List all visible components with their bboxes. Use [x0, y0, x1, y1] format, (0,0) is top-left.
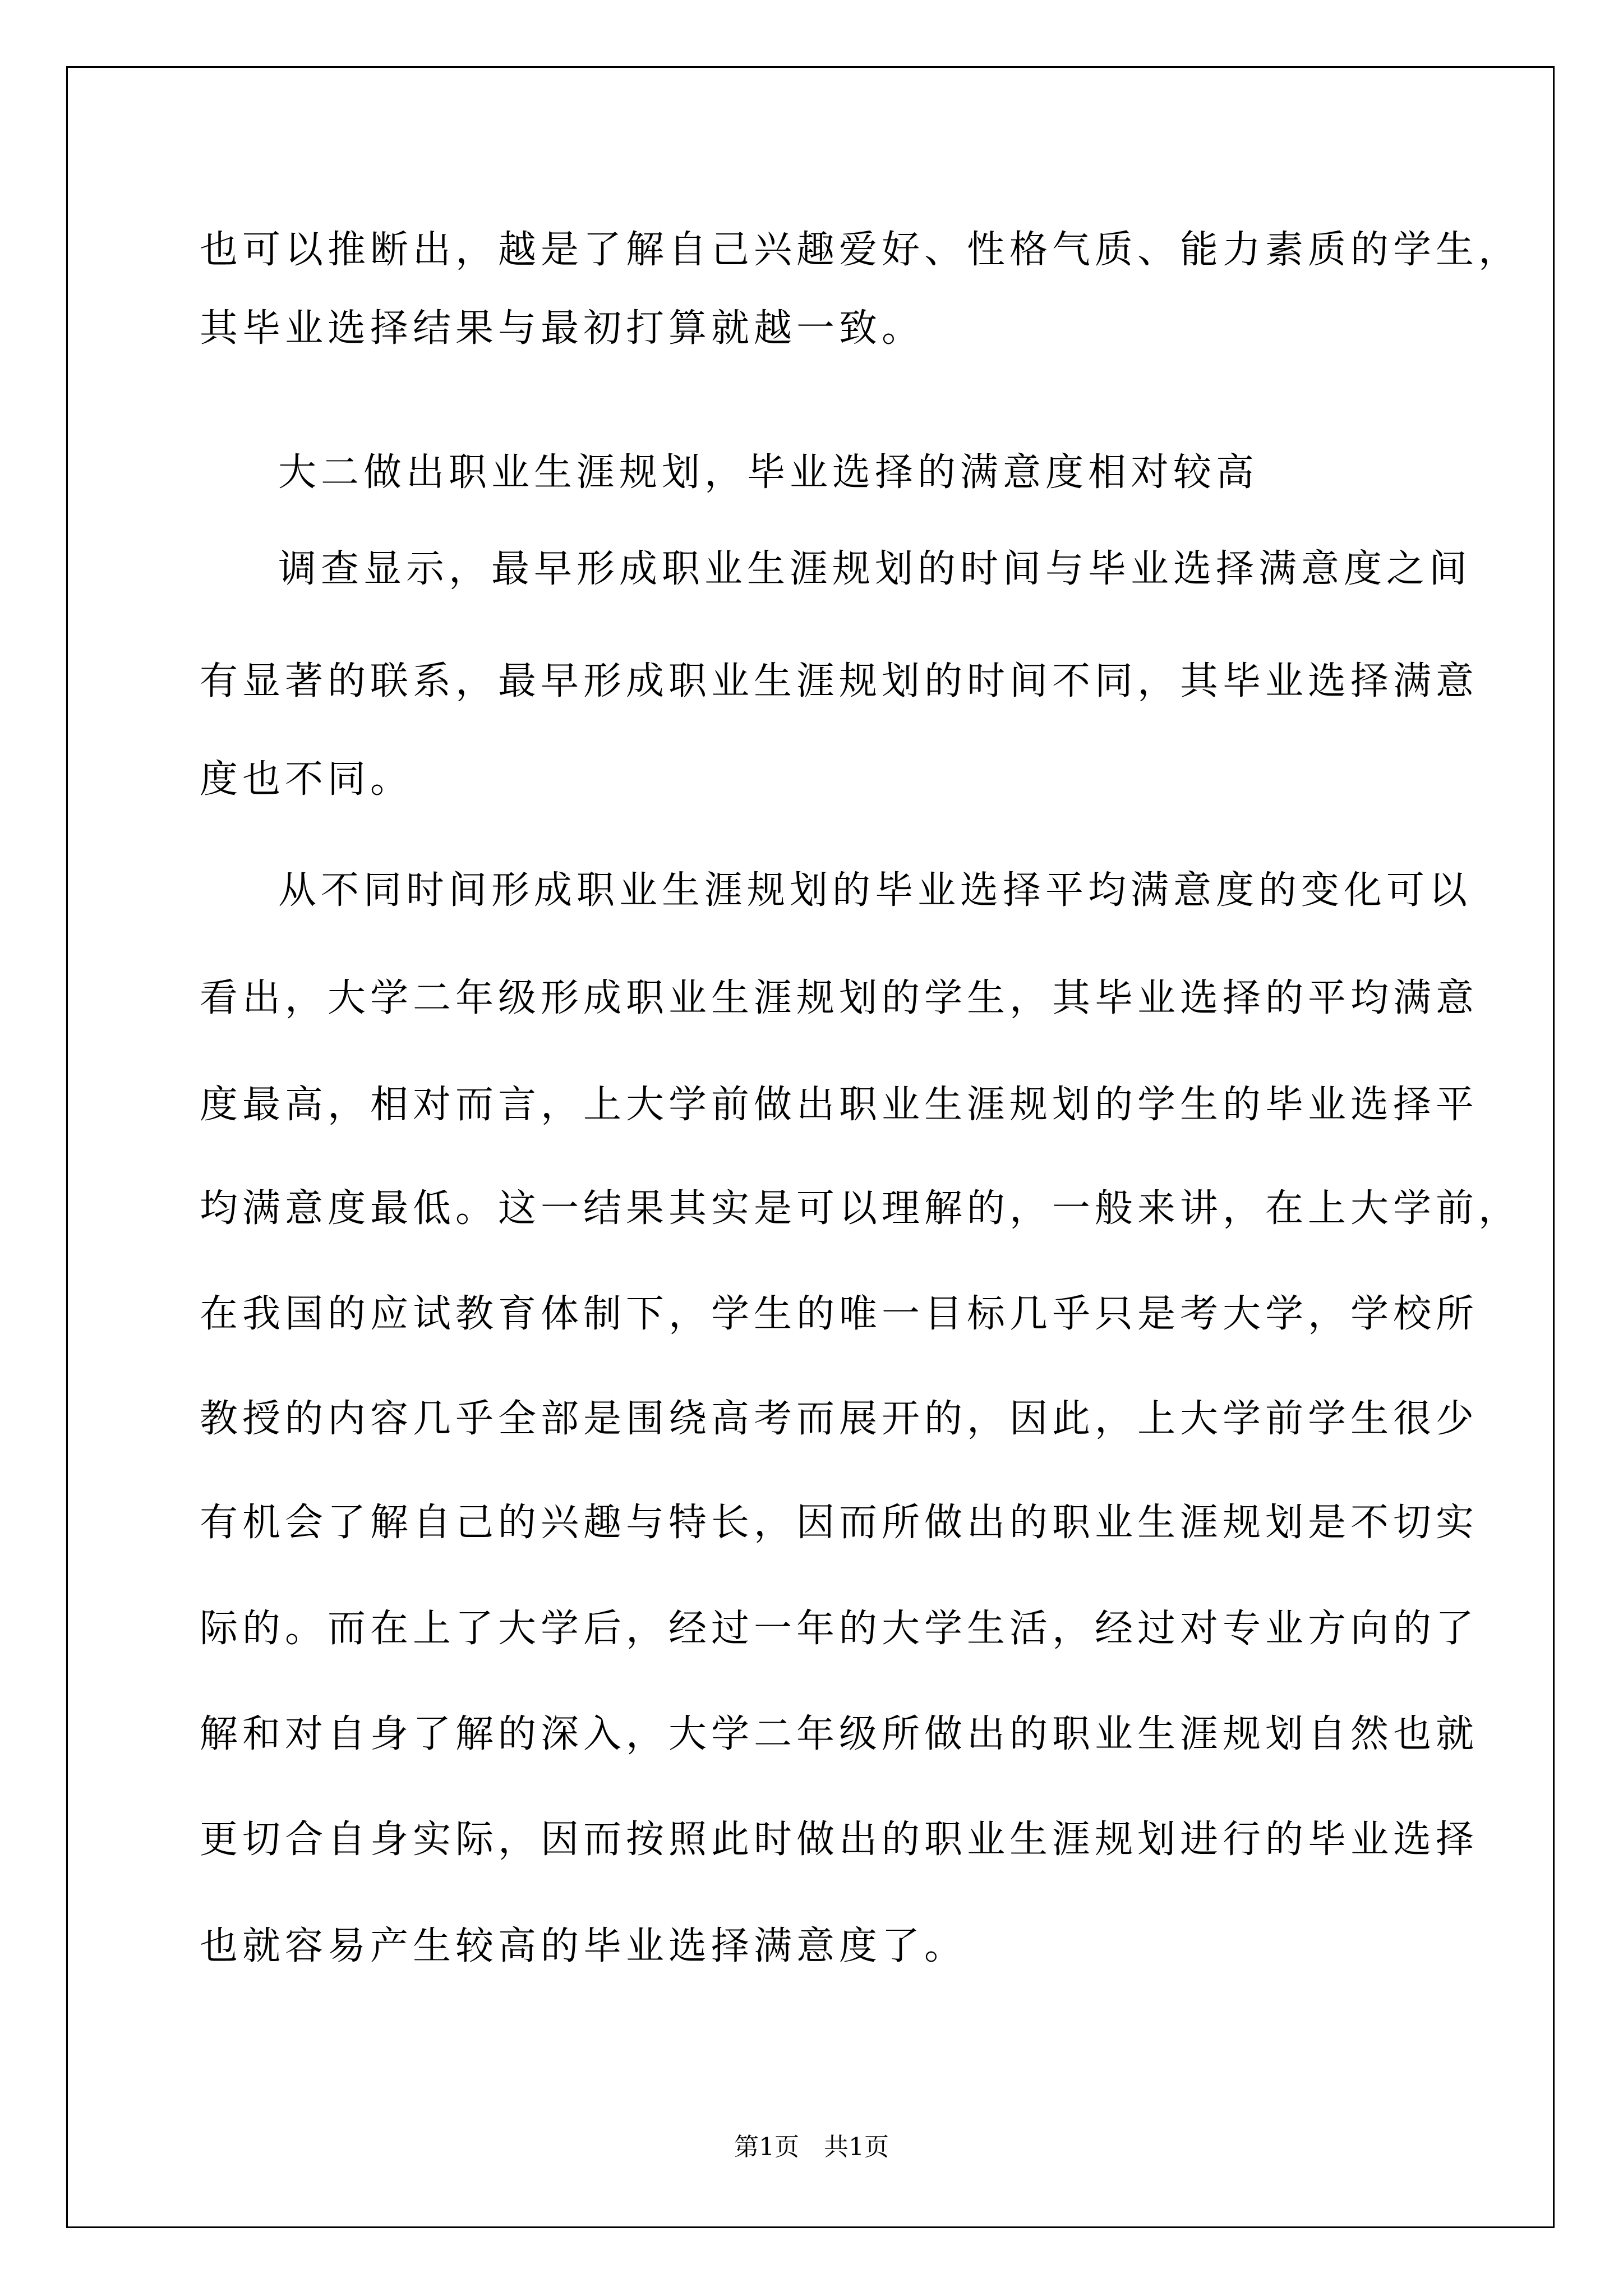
paragraph-line: 也可以推断出，越是了解自己兴趣爱好、性格气质、能力素质的学生，: [200, 228, 1521, 272]
paragraph-line: 更切合自身实际，因而按照此时做出的职业生涯规划进行的毕业选择: [200, 1818, 1479, 1862]
paragraph-line: 有显著的联系，最早形成职业生涯规划的时间不同，其毕业选择满意: [200, 659, 1479, 703]
paragraph-line: 教授的内容几乎全部是围绕高考而展开的，因此，上大学前学生很少: [200, 1397, 1479, 1441]
paragraph-line: 均满意度最低。这一结果其实是可以理解的，一般来讲，在上大学前，: [200, 1186, 1521, 1231]
paragraph-line: 在我国的应试教育体制下，学生的唯一目标几乎只是考大学，学校所: [200, 1292, 1479, 1336]
paragraph-line: 看出，大学二年级形成职业生涯规划的学生，其毕业选择的平均满意: [200, 976, 1479, 1020]
paragraph-line: 其毕业选择结果与最初打算就越一致。: [200, 306, 925, 351]
paragraph-line: 际的。而在上了大学后，经过一年的大学生活，经过对专业方向的了: [200, 1607, 1479, 1651]
paragraph-line: 度也不同。: [200, 757, 413, 802]
paragraph-line: 度最高，相对而言，上大学前做出职业生涯规划的学生的毕业选择平: [200, 1083, 1479, 1127]
page-border: [66, 66, 1555, 2228]
paragraph-line: 有机会了解自己的兴趣与特长，因而所做出的职业生涯规划是不切实: [200, 1501, 1479, 1545]
paragraph-line: 从不同时间形成职业生涯规划的毕业选择平均满意度的变化可以: [278, 868, 1472, 913]
paragraph-line: 调查显示，最早形成职业生涯规划的时间与毕业选择满意度之间: [278, 547, 1472, 591]
section-heading: 大二做出职业生涯规划，毕业选择的满意度相对较高: [278, 450, 1259, 495]
paragraph-line: 解和对自身了解的深入，大学二年级所做出的职业生涯规划自然也就: [200, 1712, 1479, 1756]
page-number-footer: 第1页 共1页: [734, 2133, 889, 2161]
paragraph-line: 也就容易产生较高的毕业选择满意度了。: [200, 1924, 967, 1968]
